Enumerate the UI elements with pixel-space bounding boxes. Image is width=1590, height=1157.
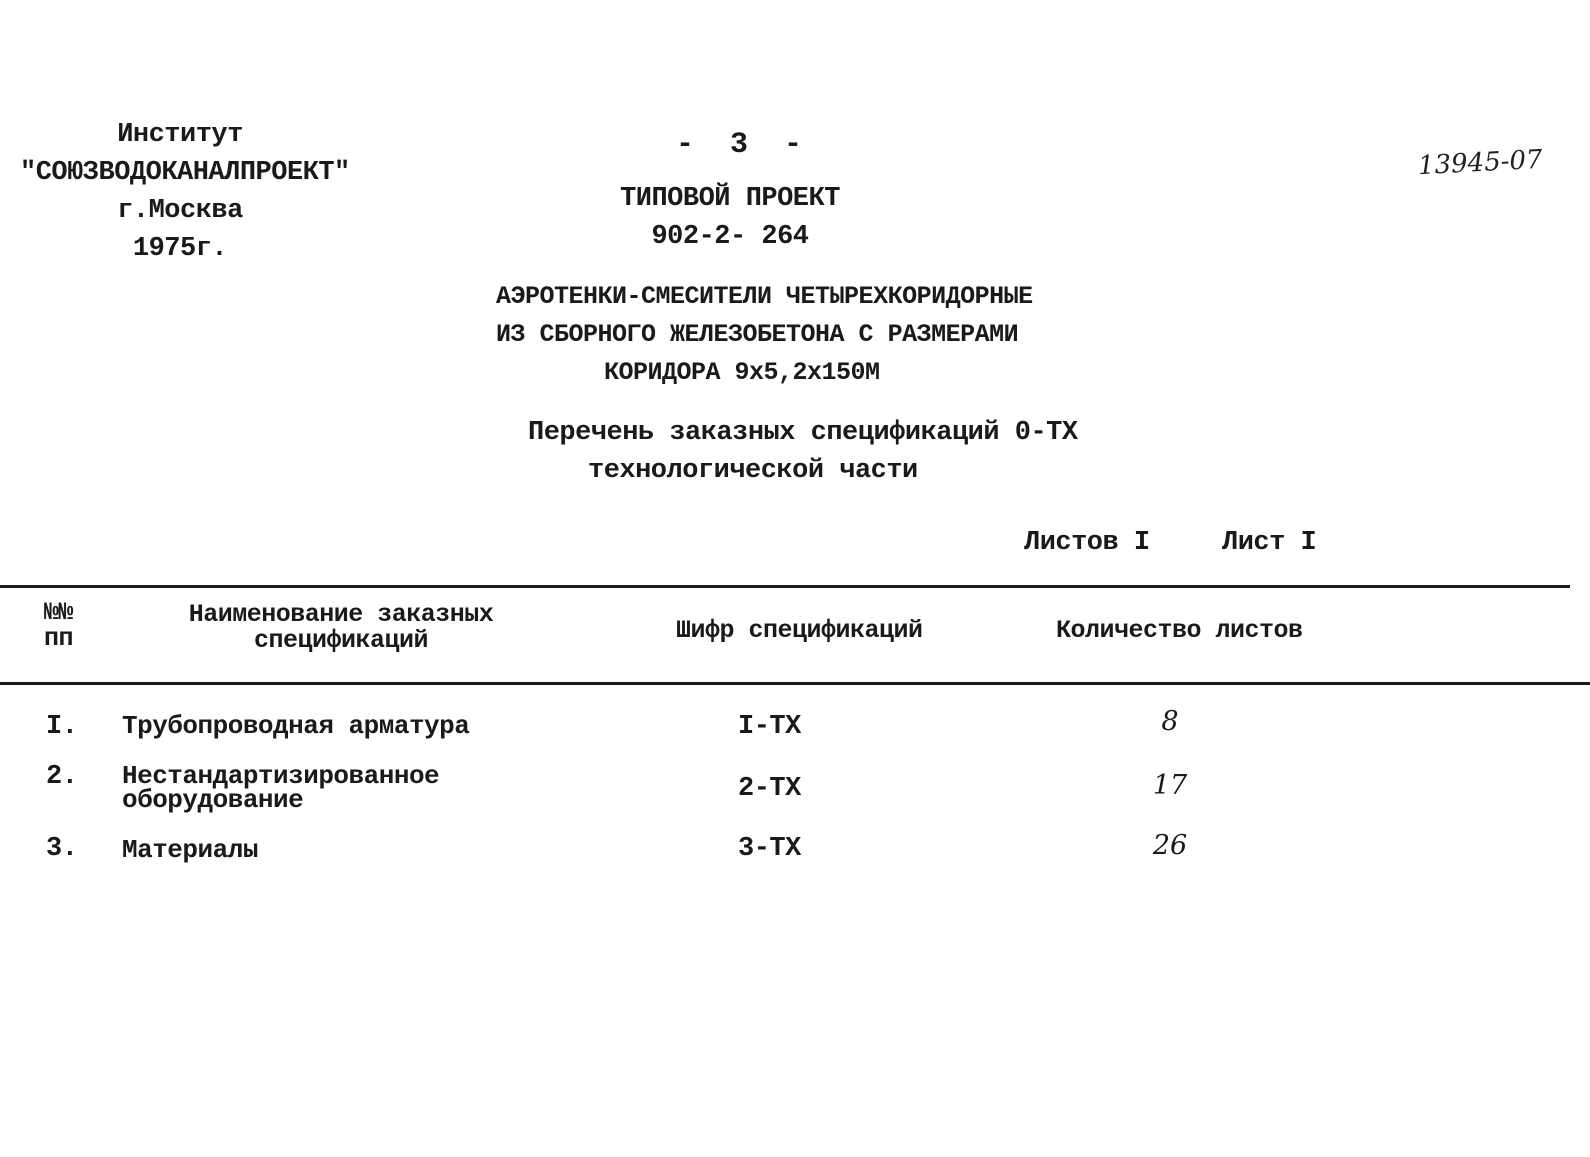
institute-year: 1975г. [132,234,228,264]
table-row-number: I. [46,712,78,742]
subtitle-line-2: технологической части [588,456,918,486]
header-sheets: Количество листов [1056,616,1303,645]
institute-name: "СОЮЗВОДОКАНАЛПРОЕКТ" [20,158,350,188]
project-block [560,180,900,256]
sheet-number: Лист I [1222,528,1317,558]
table-row-sheets: 8 [1161,706,1179,737]
project-number: 902-2- 264 [651,222,809,252]
row-name-line-1: Трубопроводная арматура [122,711,470,741]
header-name-line-1: Наименование заказных [188,600,494,629]
table-top-rule [0,585,1570,588]
title-line-1: АЭРОТЕНКИ-СМЕСИТЕЛИ ЧЕТЫРЕХКОРИДОРНЫЕ [496,282,1033,311]
document-title [496,278,1033,392]
header-number-line-2: пп [44,624,74,653]
table-row-name [122,711,470,741]
table-row-code: 2-ТХ [738,774,801,804]
title-line-2: ИЗ СБОРНОГО ЖЕЛЕЗОБЕТОНА С РАЗМЕРАМИ [496,320,1019,349]
document-subtitle [528,414,1078,490]
institute-block [20,116,350,268]
header-name-line-2: спецификаций [253,626,429,655]
header-name [176,602,506,654]
table-row-code: I-ТХ [738,712,801,742]
row-name-line-1: Материалы [122,835,258,865]
table-row-sheets: 26 [1152,830,1188,861]
page-number: - 3 - [676,128,803,162]
title-line-3: КОРИДОРА 9х5,2х150М [604,358,880,387]
row-name-line-2: оборудование [122,785,304,815]
table-row-sheets: 17 [1152,770,1188,801]
subtitle-line-1: Перечень заказных спецификаций 0-ТХ [528,418,1078,448]
header-number [44,600,73,652]
project-type: ТИПОВОЙ ПРОЕКТ [620,184,840,214]
header-code: Шифр спецификаций [676,616,923,645]
table-header-rule [0,682,1590,685]
institute-city: г.Москва [117,196,243,226]
table-row-number: 2. [46,762,78,792]
institute-label: Институт [117,120,243,150]
row-name-line-1: Нестандартизированное [122,761,440,791]
table-row-name [122,761,440,815]
handwritten-code: 13945-07 [1417,144,1544,182]
table-row-code: 3-ТХ [738,834,801,864]
sheets-count: Листов I [1024,528,1150,558]
header-number-line-1: №№ [44,598,74,627]
table-row-name [122,835,258,865]
table-row-number: 3. [46,834,78,864]
